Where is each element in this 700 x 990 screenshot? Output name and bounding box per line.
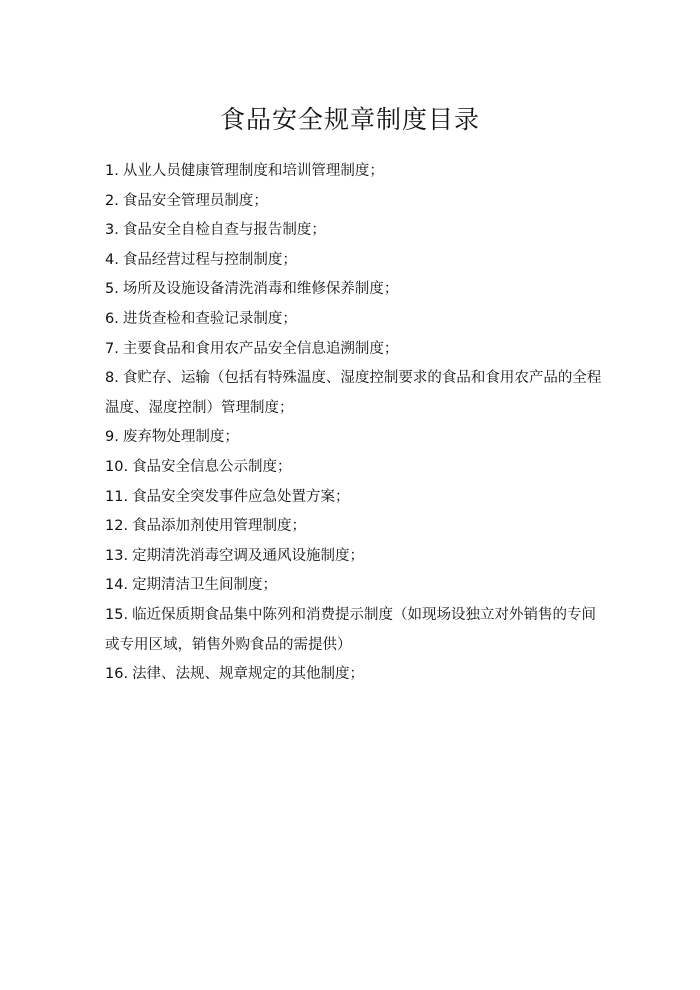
item-text: 废弃物处理制度； [122, 429, 239, 446]
list-item [105, 246, 605, 276]
item-text: 食品安全信息公示制度； [132, 458, 292, 475]
item-text: 食品经营过程与控制制度； [122, 251, 297, 268]
item-text: 定期清洁卫生间制度； [132, 577, 278, 594]
item-number: 8. [105, 370, 119, 387]
list-item [105, 157, 605, 187]
list-item [105, 453, 605, 483]
list-item [105, 542, 605, 572]
item-text: 食品添加剂使用管理制度； [132, 518, 307, 535]
item-number: 3. [105, 222, 119, 239]
regulation-list [105, 157, 605, 690]
list-item [105, 364, 605, 423]
list-item [105, 601, 605, 660]
item-text: 主要食品和食用农产品安全信息追溯制度； [122, 340, 399, 357]
list-item [105, 187, 605, 217]
item-text: 食品安全突发事件应急处置方案； [132, 488, 350, 505]
item-number: 16. [105, 666, 129, 683]
item-number: 14. [105, 577, 129, 594]
list-item [105, 335, 605, 365]
list-item [105, 571, 605, 601]
item-text: 场所及设施设备清洗消毒和维修保养制度； [122, 281, 399, 298]
item-text: 从业人员健康管理制度和培训管理制度； [122, 163, 384, 179]
list-item [105, 216, 605, 246]
list-item [105, 423, 605, 453]
item-number: 12. [105, 518, 129, 535]
item-text: 临近保质期食品集中陈列和消费提示制度（如现场设独立对外销售的专间或专用区域，销售外购食品的需提供） [105, 606, 597, 653]
item-text: 食品安全管理员制度； [122, 192, 268, 209]
item-number: 13. [105, 547, 129, 564]
list-item [105, 305, 605, 335]
item-text: 食贮存、运输（包括有特殊温度、湿度控制要求的食品和食用农产品的全程温度、湿度控制）管理制度； [105, 370, 602, 416]
item-number: 2. [105, 192, 119, 209]
item-number: 15. [105, 606, 129, 623]
list-item [105, 512, 605, 542]
item-number: 10. [105, 458, 129, 475]
item-number: 7. [105, 340, 119, 357]
list-item [105, 660, 605, 690]
item-number: 6. [105, 310, 119, 327]
item-number: 1. [105, 163, 119, 179]
list-item [105, 275, 605, 305]
item-number: 11. [105, 488, 129, 505]
item-number: 9. [105, 429, 119, 446]
item-number: 5. [105, 281, 119, 298]
document-title: 食品安全规章制度目录 [219, 105, 480, 134]
item-text: 进货查检和查验记录制度； [122, 310, 297, 327]
item-text: 定期清洗消毒空调及通风设施制度； [132, 547, 365, 564]
item-text: 法律、法规、规章规定的其他制度； [132, 666, 365, 683]
item-number: 4. [105, 251, 119, 268]
list-item [105, 483, 605, 513]
item-text: 食品安全自检自查与报告制度； [122, 222, 326, 239]
